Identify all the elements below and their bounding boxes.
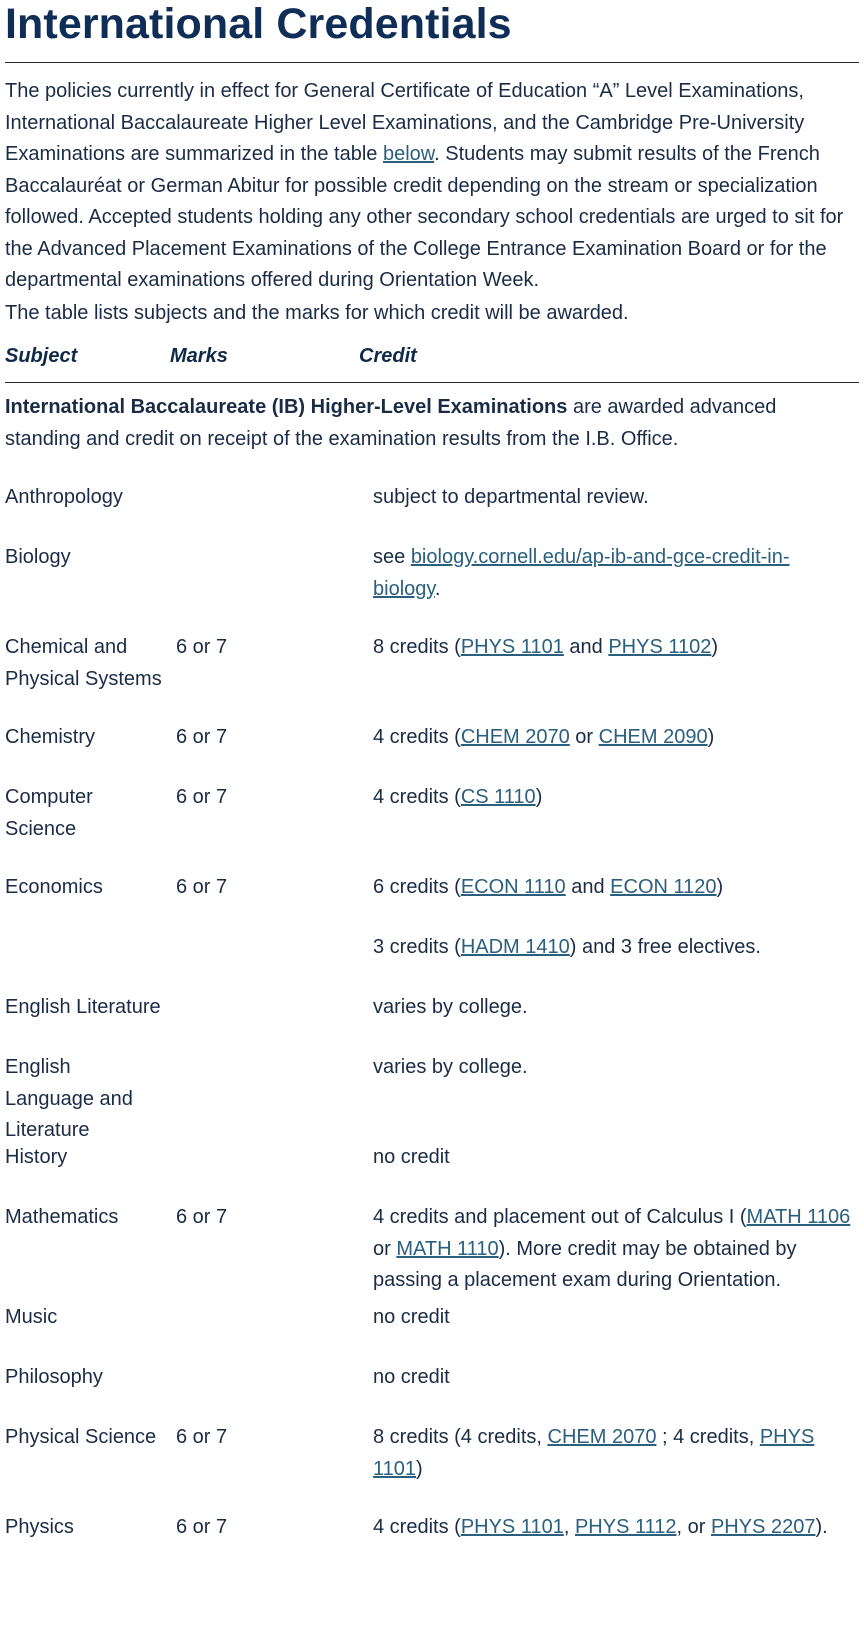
ib-intro-bold: International Baccalaureate (IB) Higher-Level Examinations — [5, 396, 568, 418]
course-link[interactable]: CHEM 2070 — [460, 726, 570, 748]
credit-cell — [373, 542, 853, 605]
credit-text: 4 credits ( — [373, 726, 461, 748]
ib-intro — [5, 392, 855, 455]
subject-cell: History — [5, 1146, 68, 1168]
marks-cell: 6 or 7 — [176, 636, 228, 658]
credit-text: ). — [815, 1516, 828, 1538]
credit-text: no credit — [373, 1366, 450, 1388]
credit-text: varies by college. — [373, 1056, 528, 1078]
subject-cell: Economics — [5, 876, 103, 898]
subject-cell: Biology — [5, 546, 71, 568]
intro-text-start: The policies currently in effect for General Certificate of Education “A” Level Examinations, International Baccalaureate Higher Level Examinations, and the Cambridge Pre-University Examinations are summarized in the table — [5, 80, 805, 165]
credit-text: 4 credits ( — [373, 786, 461, 808]
header-credit: Credit — [359, 345, 417, 367]
subject-cell: Computer Science — [5, 786, 93, 840]
credit-text: ) — [711, 636, 719, 658]
course-link[interactable]: PHYS 1102 — [608, 636, 712, 658]
course-link[interactable]: biology.cornell.edu/ap-ib-and-gce-credit-in-biology — [373, 546, 790, 600]
credit-text: see — [373, 546, 411, 568]
course-link[interactable]: PHYS 1101 — [460, 636, 564, 658]
marks-cell: 6 or 7 — [176, 1516, 228, 1538]
credit-text: ) — [416, 1457, 423, 1480]
marks-cell: 6 or 7 — [176, 1426, 228, 1448]
credit-text: . — [434, 577, 441, 600]
credit-text: , or — [676, 1516, 711, 1538]
subject-cell: Anthropology — [5, 486, 123, 508]
course-link[interactable]: ECON 1120 — [610, 876, 717, 898]
credit-cell — [373, 482, 853, 514]
intro-text-end: . Students may submit results of the French Baccalauréat or German Abitur for possible credit depending on the stream or specialization followed. Accepted students holding any other secondary school credentials are urged to sit for the Advanced Placement Examinations of the College Entrance Examination Board or for the departmental examinations offered during Orientation Week. — [5, 143, 844, 291]
course-link[interactable]: HADM 1410 — [460, 936, 570, 958]
credit-cell — [373, 1052, 853, 1084]
course-link[interactable]: CHEM 2090 — [598, 726, 708, 748]
subject-cell: Philosophy — [5, 1366, 103, 1388]
credit-text: ; 4 credits, — [656, 1426, 760, 1448]
marks-cell: 6 or 7 — [176, 876, 228, 898]
subject-cell: Chemistry — [5, 726, 96, 748]
credit-text: 8 credits (4 credits, — [373, 1426, 548, 1448]
course-link[interactable]: PHYS 1112 — [574, 1516, 677, 1538]
credit-cell — [373, 1362, 853, 1394]
credit-text: varies by college. — [373, 996, 528, 1018]
course-link[interactable]: PHYS 2207 — [710, 1516, 816, 1538]
credit-text: ) — [707, 726, 715, 748]
header-divider — [5, 382, 859, 383]
subject-cell: Music — [5, 1306, 58, 1328]
course-link[interactable]: PHYS 1101 — [373, 1426, 815, 1480]
table-intro: The table lists subjects and the marks for which credit will be awarded. — [5, 302, 629, 324]
credit-text: ) — [535, 786, 543, 808]
credit-cell — [373, 722, 853, 754]
course-link[interactable]: MATH 1110 — [396, 1237, 499, 1260]
subject-cell: Mathematics — [5, 1206, 119, 1228]
credit-text: or — [569, 726, 599, 748]
marks-cell: 6 or 7 — [176, 786, 228, 808]
credit-text: 4 credits ( — [373, 1516, 461, 1538]
credit-cell — [373, 1302, 853, 1334]
credit-cell — [373, 1422, 853, 1485]
credit-text: and — [565, 876, 611, 898]
below-link[interactable]: below — [382, 143, 435, 165]
credit-cell — [373, 932, 853, 964]
subject-cell: Physics — [5, 1516, 74, 1538]
intro-paragraph — [5, 76, 855, 297]
credit-cell — [373, 1512, 853, 1544]
marks-cell: 6 or 7 — [176, 726, 228, 748]
credit-text: no credit — [373, 1146, 450, 1168]
credit-text: ) — [716, 876, 724, 898]
course-link[interactable]: CS 1110 — [460, 786, 536, 808]
title-divider — [5, 62, 859, 63]
credit-text: and — [563, 636, 609, 658]
credit-cell — [373, 782, 853, 814]
credit-text: 3 credits ( — [373, 936, 461, 958]
credit-cell — [373, 1202, 853, 1297]
credit-text: ). More credit may be obtained by passing a placement exam during Orientation. — [373, 1237, 797, 1291]
ib-intro-rest: are awarded advanced standing and credit on receipt of the examination results from the I.B. Office. — [5, 396, 777, 450]
credit-cell — [373, 992, 853, 1024]
subject-cell: Physical Science — [5, 1426, 157, 1448]
credit-text: 4 credits and placement out of Calculus I ( — [373, 1206, 747, 1228]
marks-cell: 6 or 7 — [176, 1206, 228, 1228]
credit-text: 8 credits ( — [373, 636, 461, 658]
subject-cell: Chemical and Physical Systems — [5, 636, 162, 690]
page-title: International Credentials — [5, 0, 512, 48]
course-link[interactable]: PHYS 1101 — [460, 1516, 564, 1538]
course-link[interactable]: CHEM 2070 — [547, 1426, 657, 1448]
credit-cell — [373, 872, 853, 904]
credit-cell — [373, 632, 853, 664]
subject-cell: English Language and Literature — [5, 1056, 133, 1141]
credit-text: 6 credits ( — [373, 876, 461, 898]
subject-cell: English Literature — [5, 996, 161, 1018]
course-link[interactable]: MATH 1106 — [746, 1206, 851, 1228]
header-marks: Marks — [170, 345, 228, 367]
credit-text: no credit — [373, 1306, 450, 1328]
credit-text: or — [373, 1237, 397, 1260]
credit-text: ) and 3 free electives. — [569, 936, 761, 958]
credit-cell — [373, 1142, 853, 1174]
credit-text: , — [563, 1516, 575, 1538]
course-link[interactable]: ECON 1110 — [460, 876, 566, 898]
header-subject: Subject — [5, 345, 78, 367]
credit-text: subject to departmental review. — [373, 486, 649, 508]
